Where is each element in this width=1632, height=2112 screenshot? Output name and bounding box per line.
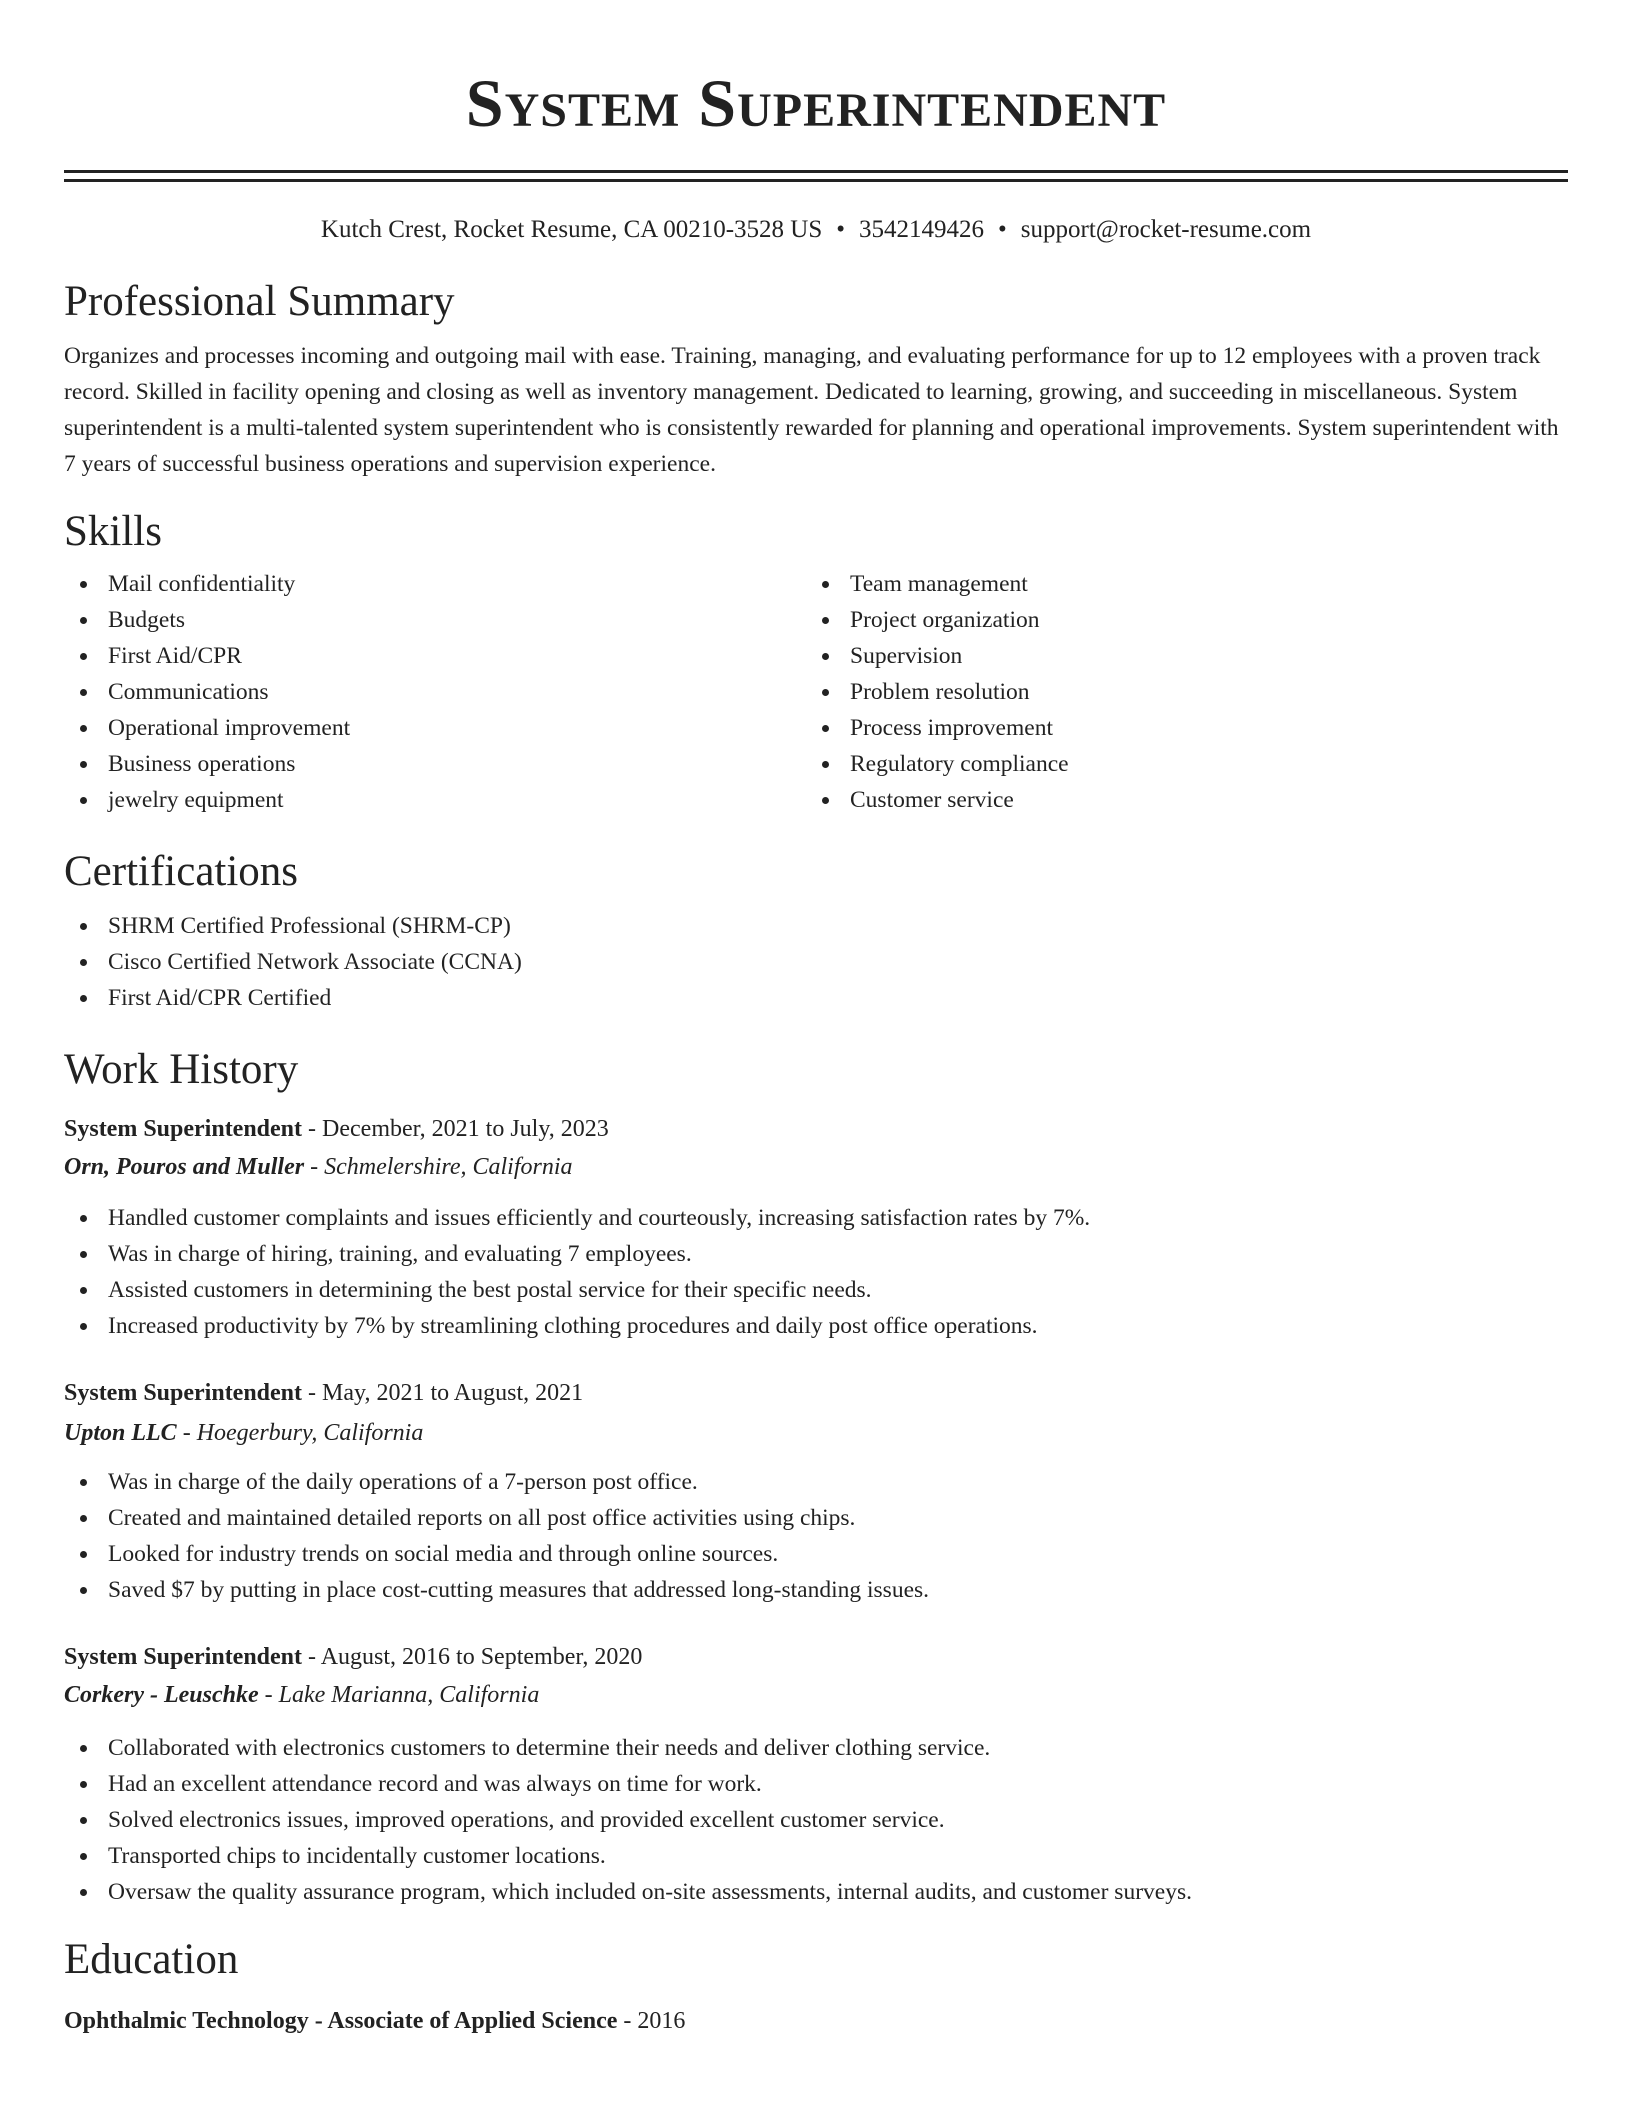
job-entry bbox=[64, 1638, 1568, 1910]
job-dates: May, 2021 to August, 2021 bbox=[322, 1380, 584, 1406]
skills-list-left bbox=[64, 566, 806, 818]
job-company-line: Corkery - Leuschke - Lake Marianna, California bbox=[64, 1682, 540, 1708]
contact-line bbox=[64, 212, 1568, 248]
job-bullet: Transported chips to incidentally customer locations. bbox=[64, 1838, 1568, 1874]
skill-item: Operational improvement bbox=[64, 710, 806, 746]
job-company: Upton LLC bbox=[64, 1420, 177, 1446]
job-bullet: Saved $7 by putting in place cost-cutting measures that addressed long-standing issues. bbox=[64, 1572, 1568, 1608]
contact-separator: • bbox=[836, 216, 846, 243]
job-bullets bbox=[64, 1730, 1568, 1910]
job-header: System Superintendent - August, 2016 to September, 2020 bbox=[64, 1644, 643, 1670]
skill-item: Project organization bbox=[806, 602, 1548, 638]
work-history-heading: Work History bbox=[64, 1046, 299, 1093]
job-title: System Superintendent bbox=[64, 1116, 303, 1142]
skill-item: Regulatory compliance bbox=[806, 746, 1548, 782]
skills-columns bbox=[64, 566, 1568, 818]
header-rule-bottom bbox=[64, 179, 1568, 182]
education-heading: Education bbox=[64, 1936, 239, 1983]
education-entry: Ophthalmic Technology - Associate of Applied Science - 2016 bbox=[64, 2008, 686, 2034]
contact-phone: 3542149426 bbox=[859, 216, 985, 243]
education-degree: Ophthalmic Technology - Associate of Applied Science bbox=[64, 2008, 618, 2034]
summary-heading: Professional Summary bbox=[64, 278, 455, 325]
job-bullet: Assisted customers in determining the best postal service for their specific needs. bbox=[64, 1272, 1568, 1308]
contact-email: support@rocket-resume.com bbox=[1020, 216, 1312, 243]
resume-name: System Superintendent bbox=[465, 65, 1167, 141]
job-entry bbox=[64, 1110, 1568, 1344]
skill-item: Team management bbox=[806, 566, 1548, 602]
skills-list-right bbox=[806, 566, 1548, 818]
job-bullet: Was in charge of the daily operations of a 7-person post office. bbox=[64, 1464, 1568, 1500]
job-dates: December, 2021 to July, 2023 bbox=[322, 1116, 609, 1142]
skill-item: Process improvement bbox=[806, 710, 1548, 746]
skill-item: jewelry equipment bbox=[64, 782, 806, 818]
certifications-list bbox=[64, 908, 1568, 1016]
job-location: Schmelershire, California bbox=[324, 1154, 573, 1180]
job-header: System Superintendent - May, 2021 to August, 2021 bbox=[64, 1380, 584, 1406]
job-header: System Superintendent - December, 2021 to July, 2023 bbox=[64, 1116, 609, 1142]
job-bullet: Was in charge of hiring, training, and evaluating 7 employees. bbox=[64, 1236, 1568, 1272]
job-bullet: Created and maintained detailed reports on all post office activities using chips. bbox=[64, 1500, 1568, 1536]
education-year: 2016 bbox=[637, 2008, 686, 2034]
job-bullet: Handled customer complaints and issues efficiently and courteously, increasing satisfaction rates by 7%. bbox=[64, 1200, 1568, 1236]
skill-item: Supervision bbox=[806, 638, 1548, 674]
job-bullet: Oversaw the quality assurance program, which included on-site assessments, internal audits, and customer surveys. bbox=[64, 1874, 1568, 1910]
skill-item: Communications bbox=[64, 674, 806, 710]
job-bullets bbox=[64, 1200, 1568, 1344]
job-location: Lake Marianna, California bbox=[278, 1682, 540, 1708]
certification-item: First Aid/CPR Certified bbox=[64, 980, 1568, 1016]
job-bullet: Looked for industry trends on social media and through online sources. bbox=[64, 1536, 1568, 1572]
contact-separator: • bbox=[998, 216, 1007, 243]
skill-item: Problem resolution bbox=[806, 674, 1548, 710]
job-title: System Superintendent bbox=[64, 1380, 303, 1406]
job-company: Corkery - Leuschke bbox=[64, 1682, 259, 1708]
certifications-heading: Certifications bbox=[64, 848, 299, 895]
job-bullet: Increased productivity by 7% by streamlining clothing procedures and daily post office operations. bbox=[64, 1308, 1568, 1344]
skills-heading: Skills bbox=[64, 508, 162, 555]
job-entry bbox=[64, 1374, 1568, 1608]
job-bullet: Collaborated with electronics customers to determine their needs and deliver clothing service. bbox=[64, 1730, 1568, 1766]
skill-item: Customer service bbox=[806, 782, 1548, 818]
skill-item: Business operations bbox=[64, 746, 806, 782]
header-rule-top bbox=[64, 170, 1568, 173]
skill-item: First Aid/CPR bbox=[64, 638, 806, 674]
summary-text: Organizes and processes incoming and outgoing mail with ease. Training, managing, and evaluating performance for up to 12 employees with a proven track record. Skilled in facility opening and closing as well as inventory management. Dedicated to learning, growing, and succeeding in miscellaneous. System superintendent is a multi-talented system superintendent who is consistently rewarded for planning and operational improvements. System superintendent with 7 years of successful business operations and supervision experience. bbox=[64, 343, 1559, 477]
job-company: Orn, Pouros and Muller bbox=[64, 1154, 305, 1180]
skill-item: Budgets bbox=[64, 602, 806, 638]
contact-address: Kutch Crest, Rocket Resume, CA 00210-3528 US bbox=[320, 216, 823, 243]
job-title: System Superintendent bbox=[64, 1644, 303, 1670]
job-company-line: Upton LLC - Hoegerbury, California bbox=[64, 1420, 424, 1446]
job-bullets bbox=[64, 1464, 1568, 1608]
job-bullet: Solved electronics issues, improved operations, and provided excellent customer service. bbox=[64, 1802, 1568, 1838]
job-bullet: Had an excellent attendance record and was always on time for work. bbox=[64, 1766, 1568, 1802]
job-dates: August, 2016 to September, 2020 bbox=[320, 1644, 643, 1670]
job-location: Hoegerbury, California bbox=[196, 1420, 424, 1446]
resume-page bbox=[64, 0, 1568, 2040]
certification-item: SHRM Certified Professional (SHRM-CP) bbox=[64, 908, 1568, 944]
skill-item: Mail confidentiality bbox=[64, 566, 806, 602]
certification-item: Cisco Certified Network Associate (CCNA) bbox=[64, 944, 1568, 980]
job-company-line: Orn, Pouros and Muller - Schmelershire, California bbox=[64, 1154, 573, 1180]
